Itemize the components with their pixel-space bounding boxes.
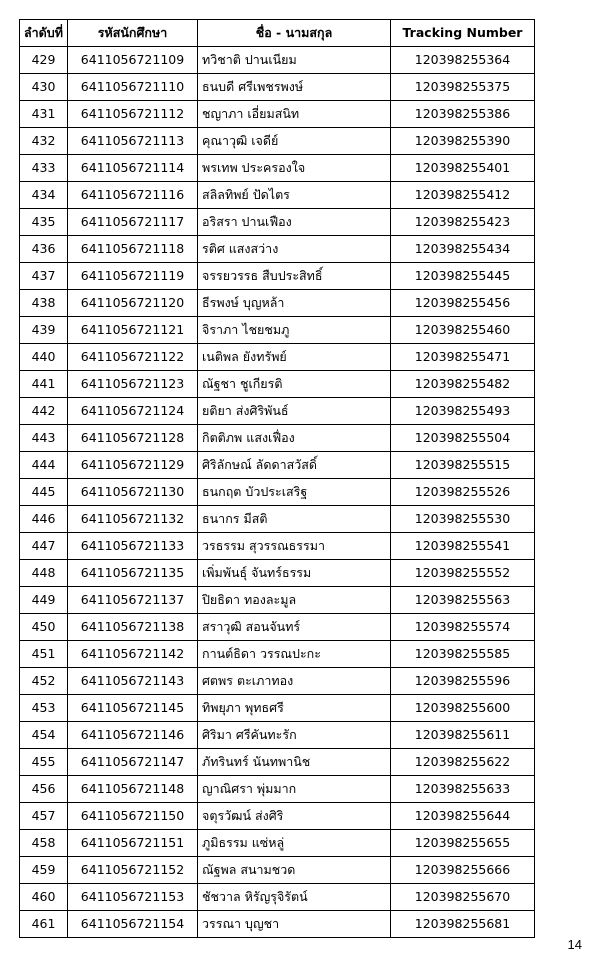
cell-student-id: 6411056721117 (68, 209, 198, 236)
cell-tracking-number: 120398255526 (391, 479, 535, 506)
cell-full-name: ศิริลักษณ์ ลัดดาสวัสดิ์ (198, 452, 391, 479)
cell-student-id: 6411056721143 (68, 668, 198, 695)
cell-student-id: 6411056721118 (68, 236, 198, 263)
cell-full-name: สราวุฒิ สอนจันทร์ (198, 614, 391, 641)
cell-student-id: 6411056721120 (68, 290, 198, 317)
table-row (20, 344, 535, 371)
cell-order: 432 (20, 128, 68, 155)
cell-student-id: 6411056721113 (68, 128, 198, 155)
cell-tracking-number: 120398255493 (391, 398, 535, 425)
cell-tracking-number: 120398255633 (391, 776, 535, 803)
cell-order: 454 (20, 722, 68, 749)
header-student-id: รหัสนักศึกษา (68, 20, 198, 47)
table-row (20, 398, 535, 425)
cell-student-id: 6411056721123 (68, 371, 198, 398)
cell-full-name: อริสรา ปานเฟือง (198, 209, 391, 236)
table-row (20, 830, 535, 857)
cell-order: 447 (20, 533, 68, 560)
cell-tracking-number: 120398255412 (391, 182, 535, 209)
table-row (20, 290, 535, 317)
cell-tracking-number: 120398255386 (391, 101, 535, 128)
cell-full-name: กานต์ธิดา วรรณปะกะ (198, 641, 391, 668)
cell-full-name: จตุรวัฒน์ ส่งศิริ (198, 803, 391, 830)
table-row (20, 425, 535, 452)
cell-tracking-number: 120398255515 (391, 452, 535, 479)
cell-order: 437 (20, 263, 68, 290)
cell-student-id: 6411056721128 (68, 425, 198, 452)
table-row (20, 695, 535, 722)
cell-student-id: 6411056721116 (68, 182, 198, 209)
cell-student-id: 6411056721132 (68, 506, 198, 533)
cell-tracking-number: 120398255681 (391, 911, 535, 938)
cell-full-name: วรธรรม สุวรรณธรรมา (198, 533, 391, 560)
table-row (20, 587, 535, 614)
table-row (20, 884, 535, 911)
cell-full-name: สลิลทิพย์ ปัดไตร (198, 182, 391, 209)
cell-order: 451 (20, 641, 68, 668)
cell-tracking-number: 120398255375 (391, 74, 535, 101)
cell-student-id: 6411056721114 (68, 155, 198, 182)
cell-full-name: วรรณา บุญชา (198, 911, 391, 938)
cell-tracking-number: 120398255622 (391, 749, 535, 776)
cell-full-name: ธนกฤต บัวประเสริฐ (198, 479, 391, 506)
cell-student-id: 6411056721151 (68, 830, 198, 857)
table-row (20, 263, 535, 290)
cell-student-id: 6411056721152 (68, 857, 198, 884)
table-row (20, 452, 535, 479)
cell-order: 445 (20, 479, 68, 506)
cell-student-id: 6411056721146 (68, 722, 198, 749)
table-row (20, 560, 535, 587)
cell-tracking-number: 120398255596 (391, 668, 535, 695)
cell-student-id: 6411056721129 (68, 452, 198, 479)
cell-order: 433 (20, 155, 68, 182)
cell-full-name: ทวิชาติ ปานเนียม (198, 47, 391, 74)
cell-student-id: 6411056721145 (68, 695, 198, 722)
cell-student-id: 6411056721133 (68, 533, 198, 560)
table-row (20, 776, 535, 803)
cell-student-id: 6411056721112 (68, 101, 198, 128)
cell-tracking-number: 120398255585 (391, 641, 535, 668)
cell-order: 439 (20, 317, 68, 344)
table-row (20, 668, 535, 695)
table-row (20, 74, 535, 101)
header-order: ลำดับที่ (20, 20, 68, 47)
cell-order: 443 (20, 425, 68, 452)
cell-tracking-number: 120398255482 (391, 371, 535, 398)
cell-full-name: คุณาวุฒิ เจดีย์ (198, 128, 391, 155)
cell-full-name: รติศ แสงสว่าง (198, 236, 391, 263)
cell-tracking-number: 120398255666 (391, 857, 535, 884)
cell-full-name: ศตพร ตะเภาทอง (198, 668, 391, 695)
cell-tracking-number: 120398255434 (391, 236, 535, 263)
cell-student-id: 6411056721148 (68, 776, 198, 803)
cell-student-id: 6411056721119 (68, 263, 198, 290)
cell-order: 455 (20, 749, 68, 776)
cell-order: 444 (20, 452, 68, 479)
cell-full-name: ทิพยุภา พุทธศรี (198, 695, 391, 722)
cell-full-name: จรรยวรรธ สืบประสิทธิ์ (198, 263, 391, 290)
cell-student-id: 6411056721142 (68, 641, 198, 668)
table-row (20, 236, 535, 263)
table-row (20, 371, 535, 398)
cell-tracking-number: 120398255574 (391, 614, 535, 641)
cell-full-name: ธีรพงษ์ บุญหล้า (198, 290, 391, 317)
cell-tracking-number: 120398255460 (391, 317, 535, 344)
cell-tracking-number: 120398255530 (391, 506, 535, 533)
cell-student-id: 6411056721135 (68, 560, 198, 587)
cell-order: 446 (20, 506, 68, 533)
table-row (20, 479, 535, 506)
cell-student-id: 6411056721110 (68, 74, 198, 101)
cell-full-name: ยติยา ส่งศิริพันธ์ (198, 398, 391, 425)
cell-tracking-number: 120398255445 (391, 263, 535, 290)
table-row (20, 749, 535, 776)
cell-order: 440 (20, 344, 68, 371)
table-row (20, 857, 535, 884)
cell-full-name: ธนบดี ศรีเพชรพงษ์ (198, 74, 391, 101)
cell-order: 452 (20, 668, 68, 695)
table-row (20, 101, 535, 128)
tracking-table (19, 19, 535, 938)
cell-student-id: 6411056721153 (68, 884, 198, 911)
cell-order: 456 (20, 776, 68, 803)
cell-full-name: พรเทพ ประครองใจ (198, 155, 391, 182)
cell-full-name: ชัชวาล หิรัญรุจิรัตน์ (198, 884, 391, 911)
cell-order: 461 (20, 911, 68, 938)
cell-tracking-number: 120398255471 (391, 344, 535, 371)
table-row (20, 182, 535, 209)
table-row (20, 641, 535, 668)
header-tracking-number: Tracking Number (391, 20, 535, 47)
cell-tracking-number: 120398255456 (391, 290, 535, 317)
cell-full-name: ภัทรินทร์ นันทพานิช (198, 749, 391, 776)
table-row (20, 803, 535, 830)
cell-tracking-number: 120398255541 (391, 533, 535, 560)
cell-order: 457 (20, 803, 68, 830)
cell-full-name: ศิริมา ศรีคันทะรัก (198, 722, 391, 749)
cell-student-id: 6411056721121 (68, 317, 198, 344)
header-full-name: ชื่อ - นามสกุล (198, 20, 391, 47)
table-header (20, 20, 535, 47)
table-row (20, 317, 535, 344)
cell-tracking-number: 120398255670 (391, 884, 535, 911)
table-row (20, 155, 535, 182)
table-row (20, 614, 535, 641)
cell-student-id: 6411056721138 (68, 614, 198, 641)
cell-full-name: เนติพล ยังทรัพย์ (198, 344, 391, 371)
cell-order: 449 (20, 587, 68, 614)
cell-full-name: ธนากร มีสติ (198, 506, 391, 533)
cell-full-name: ปิยธิดา ทองละมูล (198, 587, 391, 614)
cell-student-id: 6411056721122 (68, 344, 198, 371)
cell-order: 434 (20, 182, 68, 209)
cell-tracking-number: 120398255552 (391, 560, 535, 587)
cell-tracking-number: 120398255423 (391, 209, 535, 236)
table-row (20, 722, 535, 749)
cell-order: 442 (20, 398, 68, 425)
cell-full-name: ญาณิศรา พุ่มมาก (198, 776, 391, 803)
table-row (20, 506, 535, 533)
student-tracking-sheet (19, 19, 535, 938)
cell-order: 431 (20, 101, 68, 128)
cell-student-id: 6411056721109 (68, 47, 198, 74)
cell-tracking-number: 120398255644 (391, 803, 535, 830)
cell-student-id: 6411056721137 (68, 587, 198, 614)
cell-order: 448 (20, 560, 68, 587)
cell-order: 436 (20, 236, 68, 263)
cell-full-name: ณัฐพล สนามชวด (198, 857, 391, 884)
table-row (20, 47, 535, 74)
page-number: 14 (567, 937, 582, 952)
cell-tracking-number: 120398255611 (391, 722, 535, 749)
cell-order: 430 (20, 74, 68, 101)
cell-full-name: กิตติภพ แสงเฟื่อง (198, 425, 391, 452)
cell-order: 429 (20, 47, 68, 74)
cell-tracking-number: 120398255390 (391, 128, 535, 155)
cell-order: 460 (20, 884, 68, 911)
cell-tracking-number: 120398255655 (391, 830, 535, 857)
cell-full-name: ภูมิธรรม แซ่หลู่ (198, 830, 391, 857)
cell-order: 458 (20, 830, 68, 857)
cell-full-name: จิราภา ไชยชมภู (198, 317, 391, 344)
cell-tracking-number: 120398255563 (391, 587, 535, 614)
table-row (20, 209, 535, 236)
table-body (20, 47, 535, 938)
cell-tracking-number: 120398255364 (391, 47, 535, 74)
cell-order: 453 (20, 695, 68, 722)
cell-order: 435 (20, 209, 68, 236)
cell-tracking-number: 120398255401 (391, 155, 535, 182)
cell-student-id: 6411056721150 (68, 803, 198, 830)
header-row (20, 20, 535, 47)
cell-student-id: 6411056721154 (68, 911, 198, 938)
cell-order: 450 (20, 614, 68, 641)
table-row (20, 128, 535, 155)
cell-full-name: ณัฐชา ชูเกียรติ (198, 371, 391, 398)
cell-student-id: 6411056721124 (68, 398, 198, 425)
cell-order: 441 (20, 371, 68, 398)
table-row (20, 533, 535, 560)
cell-order: 459 (20, 857, 68, 884)
cell-order: 438 (20, 290, 68, 317)
cell-student-id: 6411056721147 (68, 749, 198, 776)
cell-tracking-number: 120398255600 (391, 695, 535, 722)
cell-full-name: เพิ่มพันธุ์ จันทร์ธรรม (198, 560, 391, 587)
cell-full-name: ชญาภา เอี่ยมสนิท (198, 101, 391, 128)
cell-student-id: 6411056721130 (68, 479, 198, 506)
table-row (20, 911, 535, 938)
cell-tracking-number: 120398255504 (391, 425, 535, 452)
